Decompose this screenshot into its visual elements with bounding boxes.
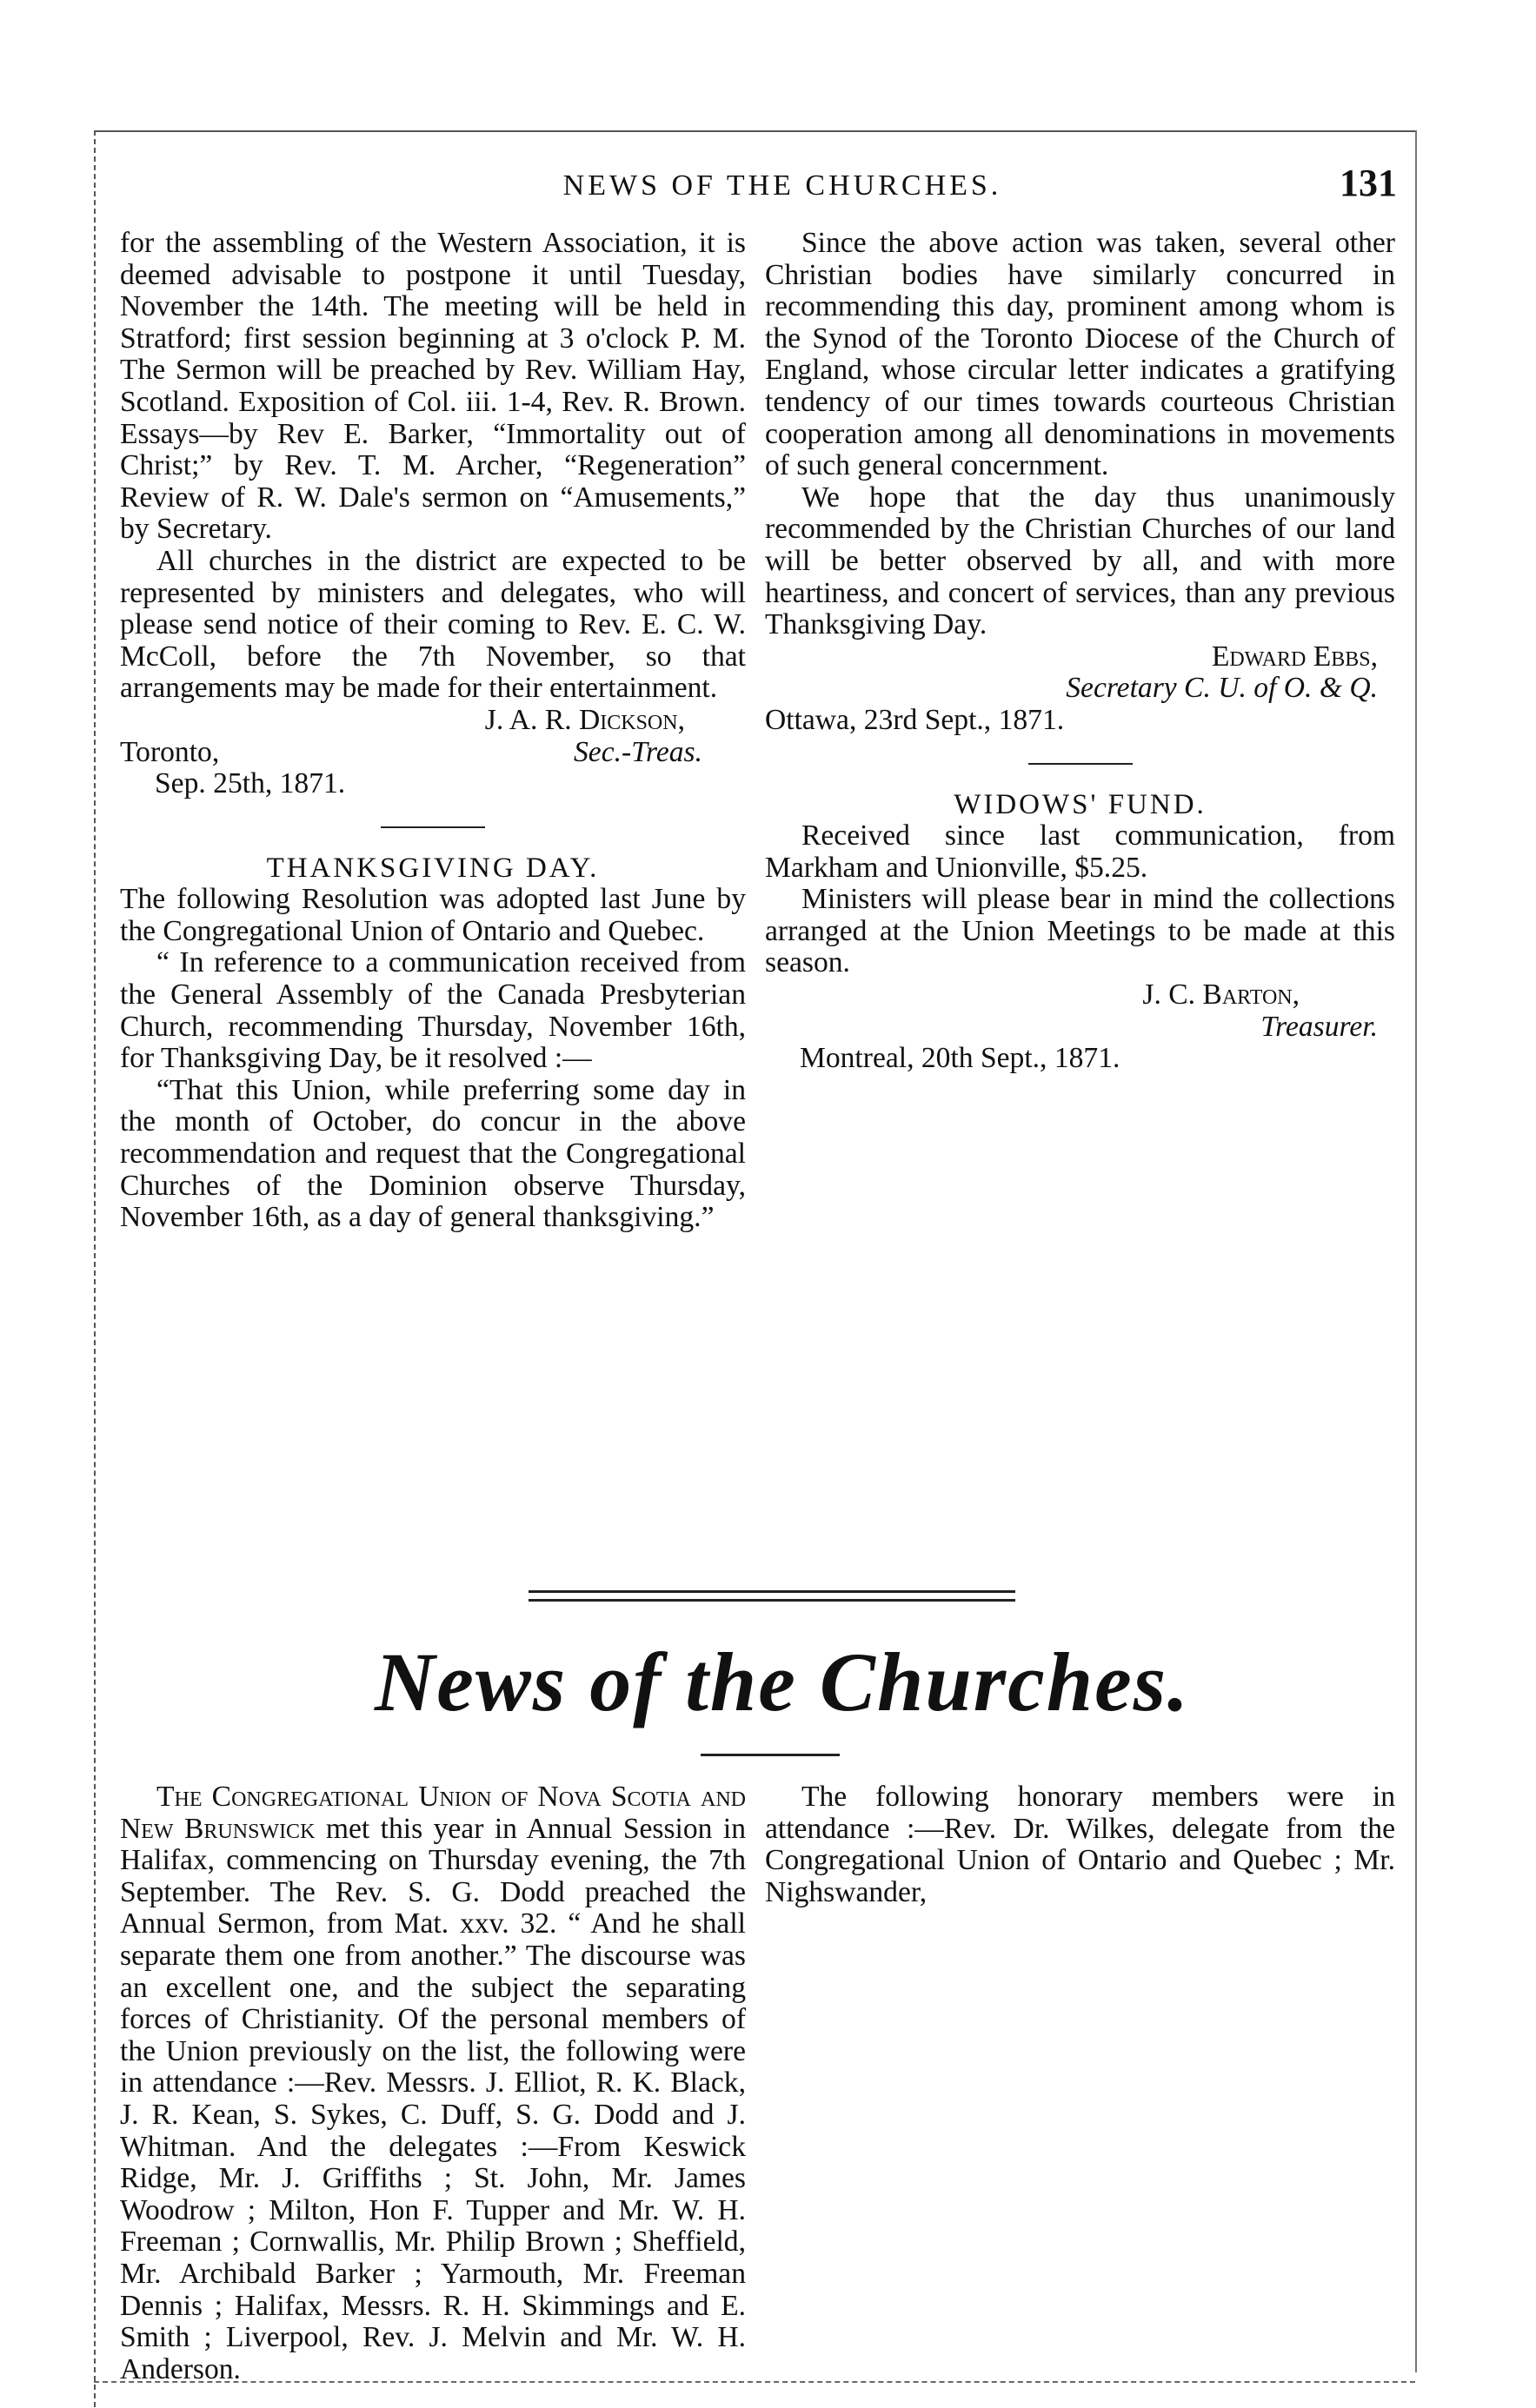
widows-fund-role: Treasurer. bbox=[1260, 1010, 1378, 1043]
thanksgiving-place-date: Ottawa, 23rd Sept., 1871. bbox=[765, 703, 1065, 736]
western-association-para2: All churches in the district are expected to be represented by ministers and delegates, who will please send notice of their coming to Rev. E. C. W. McColl, before the 7th November, so that arrangements may be made for their entertainment. bbox=[120, 544, 746, 705]
section-divider bbox=[1028, 763, 1133, 765]
column-right-lower bbox=[765, 1781, 1395, 1908]
thanksgiving-para4: Since the above action was taken, several other Christian bodies have similarly concurred in recommending this day, prominent among whom is the Synod of the Toronto Diocese of the Church of England, whose circular letter indicates a gratifying tendency of our times towards courteous Christian cooperation among all denominations in movements of such general concernment. bbox=[765, 227, 1395, 482]
thanksgiving-signer: Edward Ebbs, bbox=[1211, 640, 1378, 673]
western-association-para1: for the assembling of the Western Association, it is deemed advisable to postpone it until Tuesday, November the 14th. The meeting will be held in Stratford; first session beginning at 3 o'clock P. M. The Sermon will be preached by Rev. William Hay, Scotland. Exposition of Col. iii. 1-4, Rev. R. Brown. Essays—by Rev E. Barker, “Immortality out of Christ;” by Rev. T. M. Archer, “Regeneration” Review of R. W. Dale's sermon on “Amusements,” by Secretary. bbox=[120, 227, 746, 546]
masthead-title: News of the Churches. bbox=[374, 1635, 1191, 1728]
widows-fund-para2: Ministers will please bear in mind the collections arranged at the Union Meetings to be made at this season. bbox=[765, 883, 1395, 979]
widows-fund-signer: J. C. Barton, bbox=[1142, 978, 1300, 1012]
thanksgiving-para1: The following Resolution was adopted last June by the Congregational Union of Ontario and Quebec. bbox=[120, 883, 746, 947]
nova-scotia-para1 bbox=[120, 1781, 746, 2385]
widows-fund-heading: WIDOWS' FUND. bbox=[954, 788, 1207, 820]
left-margin-rule bbox=[94, 130, 96, 2407]
western-association-place: Toronto, bbox=[120, 735, 220, 768]
nova-scotia-lead: The Congregational Union of Nova Scotia and New Brunswick bbox=[120, 1781, 746, 1845]
column-left-upper bbox=[120, 228, 746, 1234]
western-association-signer: J. A. R. Dickson, bbox=[484, 703, 685, 736]
top-rule bbox=[94, 130, 1415, 132]
thanksgiving-heading: THANKSGIVING DAY. bbox=[266, 852, 600, 884]
widows-fund-place-date: Montreal, 20th Sept., 1871. bbox=[800, 1042, 1120, 1075]
thanksgiving-role: Secretary C. U. of O. & Q. bbox=[1066, 672, 1378, 705]
thanksgiving-para2: “ In reference to a communication received from the General Assembly of the Canada Presbyterian Church, recommending Thursday, November 16th, for Thanksgiving Day, be it resolved :— bbox=[120, 946, 746, 1075]
page-number: 131 bbox=[1340, 162, 1397, 204]
column-left-lower bbox=[120, 1781, 746, 2385]
western-association-date: Sep. 25th, 1871. bbox=[155, 767, 346, 800]
thanksgiving-para5: We hope that the day thus unanimously recommended by the Christian Churches of our land will be better observed by all, and with more heartiness, and concert of services, than any previous Thanksgiving Day. bbox=[765, 481, 1395, 641]
right-margin-rule bbox=[1415, 130, 1417, 2372]
masthead-double-rule bbox=[529, 1590, 1015, 1608]
thanksgiving-para3-start: “That this Union, while preferring some day in the month of October, do concur in the above recommendation and request that the Congregational Churches of the Dominion observe Thursday, November 16th, as a day of general thanksgiving.” bbox=[120, 1073, 746, 1234]
western-association-role: Sec.-Treas. bbox=[574, 735, 702, 768]
section-divider bbox=[381, 826, 485, 828]
masthead-underline bbox=[701, 1754, 840, 1756]
nova-scotia-body: met this year in Annual Session in Halifax, commencing on Thursday evening, the 7th September. The Rev. S. G. Dodd preached the Annual Sermon, from Mat. xxv. 32. “ And he shall separate them one from another.” The discourse was an excellent one, and the subject the separating forces of Christianity. Of the personal members of the Union previously on the list, the following were in attendance :—Rev. Messrs. J. Elliot, R. K. Black, J. R. Kean, S. Sykes, C. Duff, S. G. Dodd and J. Whitman. And the delegates :—From Keswick Ridge, Mr. J. Griffiths ; St. John, Mr. James Woodrow ; Milton, Hon F. Tupper and Mr. W. H. Freeman ; Cornwallis, Mr. Philip Brown ; Sheffield, Mr. Archibald Barker ; Yarmouth, Mr. Freeman Dennis ; Halifax, Messrs. R. H. Skimmings and E. Smith ; Liverpool, Rev. J. Melvin and Mr. W. H. Anderson. bbox=[120, 1812, 746, 2385]
column-right-upper bbox=[765, 228, 1395, 1075]
nova-scotia-para2: The following honorary members were in attendance :—Rev. Dr. Wilkes, delegate from the Congregational Union of Ontario and Quebec ; Mr. Nighswander, bbox=[765, 1781, 1395, 1908]
widows-fund-para1: Received since last communication, from Markham and Unionville, $5.25. bbox=[765, 819, 1395, 884]
running-title: NEWS OF THE CHURCHES. bbox=[562, 169, 1002, 202]
western-association-place-line bbox=[120, 737, 746, 769]
